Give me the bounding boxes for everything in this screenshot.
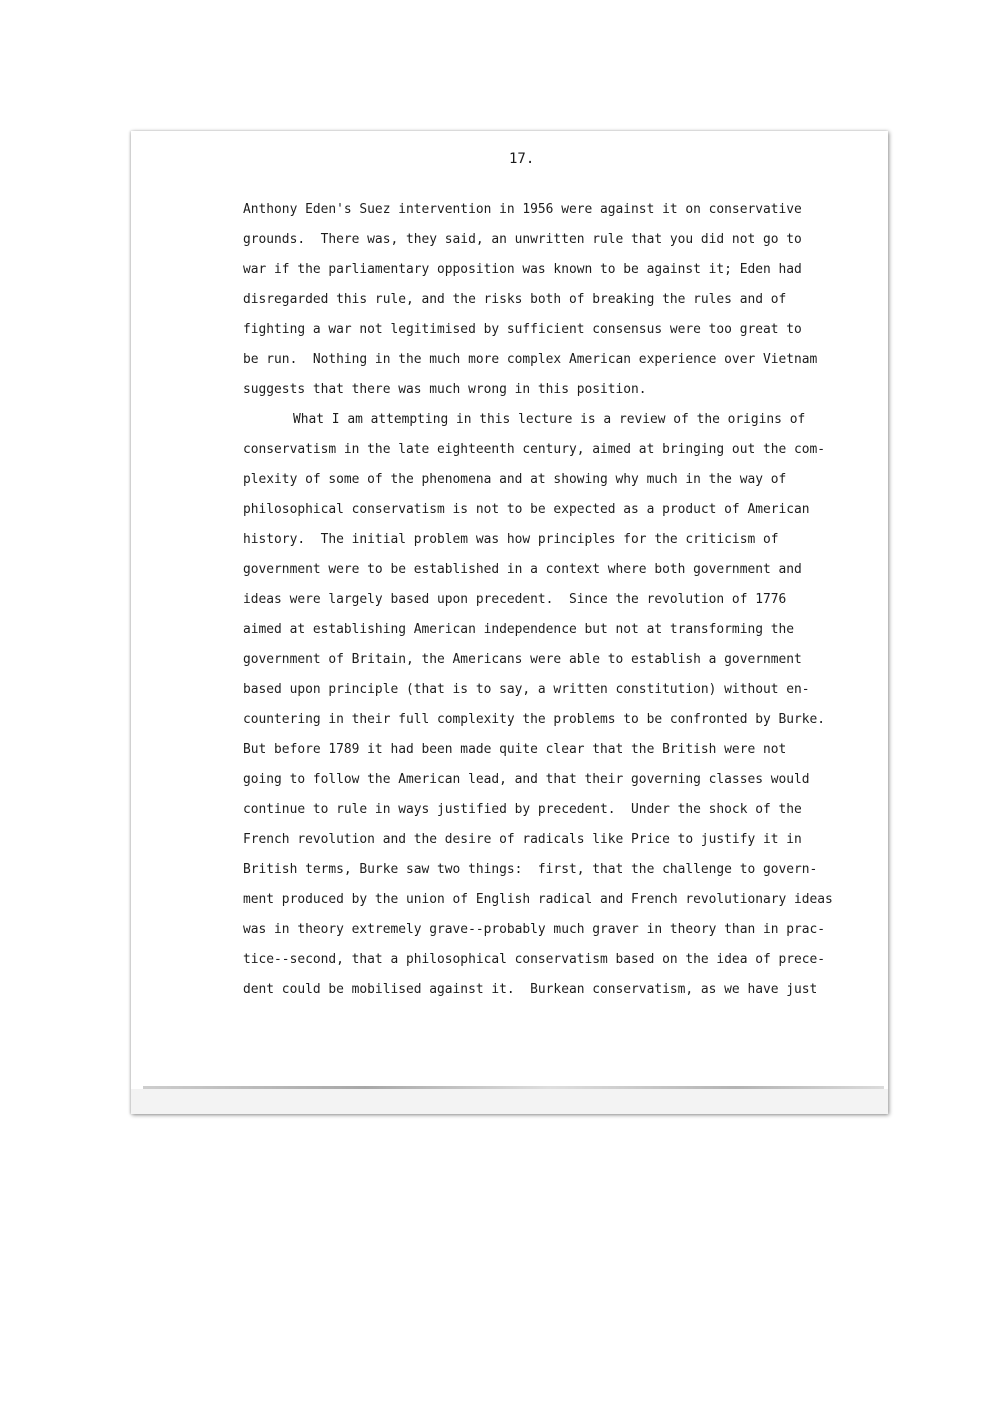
text-line: But before 1789 it had been made quite clear that the British were not: [243, 742, 787, 757]
text-line: continue to rule in ways justified by precedent. Under the shock of the: [243, 802, 802, 817]
text-line: Anthony Eden's Suez intervention in 1956 were against it on conservative: [243, 202, 802, 217]
scan-bottom-strip: [131, 1089, 888, 1114]
text-line: countering in their full complexity the problems to be confronted by Burke.: [243, 712, 826, 727]
text-line: ideas were largely based upon precedent. Since the revolution of 1776: [243, 592, 787, 607]
text-line: government were to be established in a context where both government and: [243, 562, 802, 577]
text-line: was in theory extremely grave--probably much graver in theory than in prac-: [243, 922, 826, 937]
text-line: going to follow the American lead, and that their governing classes would: [243, 772, 810, 787]
text-line: disregarded this rule, and the risks both of breaking the rules and of: [243, 292, 787, 307]
body-text: [243, 195, 833, 1005]
text-line: aimed at establishing American independence but not at transforming the: [243, 622, 795, 637]
text-line: war if the parliamentary opposition was known to be against it; Eden had: [243, 262, 802, 277]
text-line: fighting a war not legitimised by sufficient consensus were too great to: [243, 322, 802, 337]
text-line: French revolution and the desire of radicals like Price to justify it in: [243, 832, 802, 847]
paragraph-start-line: What I am attempting in this lecture is a review of the origins of: [293, 412, 806, 427]
document-sheet: [131, 131, 888, 1114]
text-line: dent could be mobilised against it. Burkean conservatism, as we have just: [243, 982, 818, 997]
text-line: based upon principle (that is to say, a written constitution) without en-: [243, 682, 810, 697]
page-number: 17.: [509, 151, 535, 167]
text-line: plexity of some of the phenomena and at showing why much in the way of: [243, 472, 787, 487]
text-line: grounds. There was, they said, an unwritten rule that you did not go to: [243, 232, 802, 247]
text-line: government of Britain, the Americans were able to establish a government: [243, 652, 802, 667]
text-line: be run. Nothing in the much more complex American experience over Vietnam: [243, 352, 818, 367]
text-line: British terms, Burke saw two things: first, that the challenge to govern-: [243, 862, 818, 877]
text-line: tice--second, that a philosophical conservatism based on the idea of prece-: [243, 952, 826, 967]
text-line: ment produced by the union of English radical and French revolutionary ideas: [243, 892, 833, 907]
text-line: conservatism in the late eighteenth century, aimed at bringing out the com-: [243, 442, 826, 457]
text-line: philosophical conservatism is not to be expected as a product of American: [243, 502, 810, 517]
text-line: suggests that there was much wrong in this position.: [243, 382, 647, 397]
text-line: history. The initial problem was how principles for the criticism of: [243, 532, 779, 547]
